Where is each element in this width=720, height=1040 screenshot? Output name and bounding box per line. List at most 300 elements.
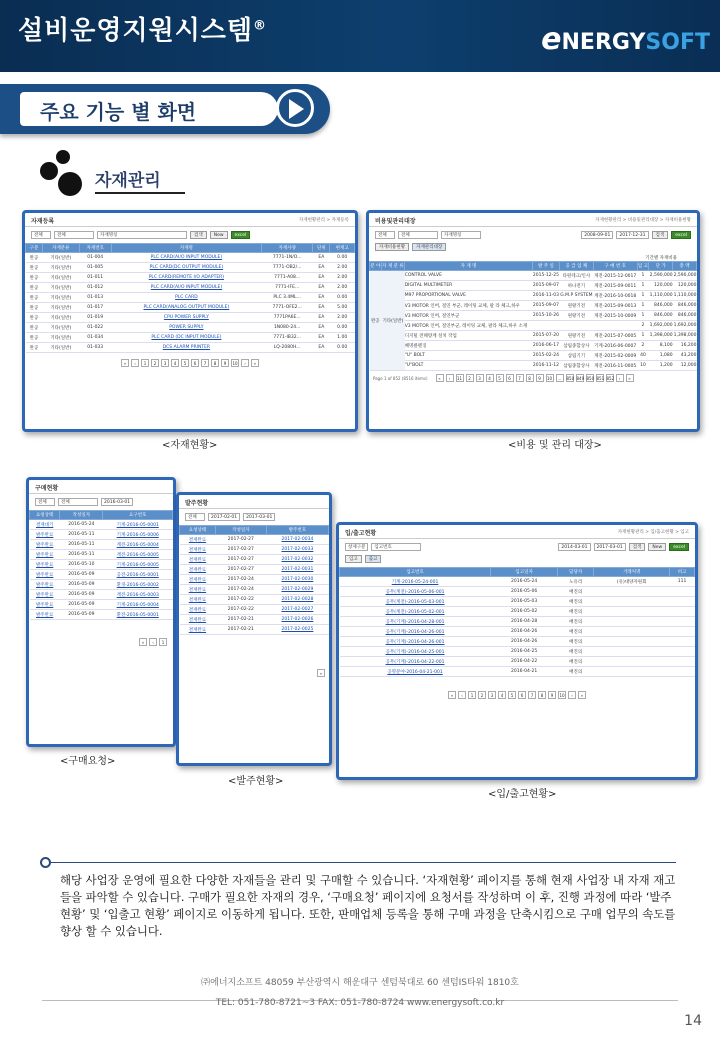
tab-out[interactable]: 출고: [365, 555, 382, 563]
table-cell: 2015-12-25: [532, 271, 559, 281]
table-cell: 기타(일반): [42, 253, 79, 263]
table-cell: 2016-06-17: [532, 341, 559, 351]
date-from-input[interactable]: 2016-03-01: [101, 498, 133, 506]
category-select[interactable]: 전체: [375, 231, 395, 239]
type-select[interactable]: 전체: [54, 231, 94, 239]
excel-button[interactable]: excel: [671, 231, 691, 239]
table-row[interactable]: [340, 597, 695, 607]
table-cell: 2017-02-22: [215, 605, 266, 615]
table-row[interactable]: [26, 343, 355, 353]
bullet-icon: [40, 857, 51, 868]
table-cell[interactable]: 기계-2016-05-0001: [103, 520, 173, 530]
table-cell[interactable]: 기계-2016-05-0006: [103, 530, 173, 540]
table-cell: 2015-09-07: [532, 301, 559, 311]
table-cell: 완공: [26, 313, 43, 323]
table-row[interactable]: [30, 590, 173, 600]
table-cell: 2016-04-25: [491, 647, 558, 657]
table-cell[interactable]: 기계-2016-05-0005: [103, 560, 173, 570]
table-cell[interactable]: 공무(계전)-2016-05-03-001: [340, 597, 491, 607]
page-button[interactable]: ‹: [131, 359, 139, 367]
field-select[interactable]: 자재명칭: [97, 231, 187, 239]
table-cell: 2016-05-11: [60, 540, 103, 550]
table-cell[interactable]: 발주완료: [30, 560, 60, 570]
table-cell[interactable]: 2017-02-0033: [266, 545, 328, 555]
table-cell: 기계-2016-06-0007: [593, 341, 637, 351]
page-button[interactable]: 851: [596, 376, 605, 381]
table-cell: 111: [670, 577, 695, 587]
page-button[interactable]: 1: [141, 359, 149, 367]
table-row[interactable]: [180, 595, 329, 605]
table-cell[interactable]: 2017-02-0034: [266, 535, 328, 545]
pagination: [29, 638, 173, 646]
table-cell[interactable]: 환전-2016-05-0001: [103, 610, 173, 620]
table-cell[interactable]: PLC CARD(AI/O INPUT MODULE): [111, 283, 261, 293]
table-row[interactable]: [180, 585, 329, 595]
table-cell: 2016-04-21: [491, 667, 558, 677]
table-cell: 1,200: [649, 361, 673, 371]
table-cell: [670, 617, 695, 627]
table-row[interactable]: [26, 273, 355, 283]
table-cell: 1,692,000: [673, 321, 697, 331]
page-button[interactable]: 2: [466, 374, 474, 382]
search-button[interactable]: 검색: [190, 231, 207, 239]
column-header: 작성일자: [215, 526, 266, 535]
table-cell: 2016-05-09: [60, 600, 103, 610]
table-cell[interactable]: 2017-02-0025: [266, 625, 328, 635]
table-cell[interactable]: 계전-2016-05-0005: [103, 550, 173, 560]
page-button[interactable]: ‹: [458, 691, 466, 699]
page-button[interactable]: «: [436, 374, 444, 382]
caption-cost: <비용 및 관리 대장>: [508, 440, 602, 451]
table-cell: 원왕기전: [560, 331, 594, 341]
table-row[interactable]: [370, 341, 697, 351]
table-cell: EA: [313, 323, 330, 333]
table-cell[interactable]: 발주완료: [30, 590, 60, 600]
table-cell[interactable]: DCS ALARM PRINTER: [111, 343, 261, 353]
table-cell: 배진의: [558, 607, 594, 617]
table-cell[interactable]: 결재완료: [180, 575, 216, 585]
table-row[interactable]: [26, 283, 355, 293]
table-cell: V3 MOTOR 인버, 절연부군: [405, 311, 533, 321]
table-row[interactable]: [26, 333, 355, 343]
pagination: [339, 691, 695, 699]
table-cell: 2016-05-02: [491, 607, 558, 617]
category-select[interactable]: 전체: [185, 513, 205, 521]
column-header: 자재분류: [42, 244, 79, 253]
search-button[interactable]: 검색: [652, 231, 669, 239]
table-cell[interactable]: 발주완료: [30, 600, 60, 610]
page-button[interactable]: 8: [211, 359, 219, 367]
column-header: 비고: [670, 568, 695, 577]
table-row[interactable]: [340, 607, 695, 617]
table-cell[interactable]: 결재완료: [180, 605, 216, 615]
table-row[interactable]: [30, 540, 173, 550]
table-cell: 배진의: [558, 617, 594, 627]
table-cell: 배진의: [558, 587, 594, 597]
page-button[interactable]: 3: [476, 374, 484, 382]
table-cell[interactable]: 2017-02-0028: [266, 595, 328, 605]
table-row[interactable]: [30, 600, 173, 610]
table-row[interactable]: [26, 313, 355, 323]
page-button[interactable]: 5: [508, 691, 516, 699]
page-button[interactable]: 849: [576, 376, 585, 381]
table-cell[interactable]: PLC CARD(DC OUTPUT MODULE): [111, 263, 261, 273]
page-button[interactable]: ‹: [446, 374, 454, 382]
table-cell: 01-033: [79, 343, 111, 353]
pagination: [179, 669, 329, 677]
table-cell: 디지털 전해량계 설치 작업: [405, 331, 533, 341]
table-cell: EA: [313, 303, 330, 313]
table-cell: 배진의: [558, 667, 594, 677]
table-row[interactable]: [370, 361, 697, 371]
table-cell[interactable]: 2017-02-0027: [266, 605, 328, 615]
table-cell[interactable]: 발주완료: [30, 570, 60, 580]
table-cell[interactable]: 공무(기계)-2016-04-26-001: [340, 627, 491, 637]
table-cell: 기타(일반): [42, 333, 79, 343]
new-button[interactable]: New: [210, 231, 228, 239]
table-cell: 2016-04-26: [491, 627, 558, 637]
type-select[interactable]: 전체: [58, 498, 98, 506]
page-button[interactable]: 4: [486, 374, 494, 382]
table-cell[interactable]: PLC CARD(AI/O INPUT MODULE): [111, 253, 261, 263]
table-cell: 2: [637, 321, 649, 331]
table-row[interactable]: [370, 351, 697, 361]
table-cell: 2016-11-12: [532, 361, 559, 371]
table-row[interactable]: [26, 293, 355, 303]
page-button[interactable]: 9: [536, 374, 544, 382]
table-cell: 2016-04-28: [491, 617, 558, 627]
column-header: 구분: [26, 244, 43, 253]
date-to-input[interactable]: 2017-12-31: [616, 231, 648, 239]
table-cell[interactable]: 환경-2016-05-0002: [103, 580, 173, 590]
table-row[interactable]: [26, 303, 355, 313]
table-cell: 0.00: [330, 293, 355, 303]
table-cell[interactable]: 공전-2016-05-0001: [103, 570, 173, 580]
page-button[interactable]: 852: [606, 376, 615, 381]
page-button[interactable]: 1: [159, 638, 167, 646]
table-cell: EA: [313, 273, 330, 283]
date-to-input[interactable]: 2017-03-01: [594, 543, 626, 551]
header-bar: [0, 0, 720, 72]
table-row[interactable]: [30, 550, 173, 560]
table-cell: 배진의: [558, 597, 594, 607]
table-row[interactable]: [30, 530, 173, 540]
table-row[interactable]: [340, 667, 695, 677]
table-cell: [594, 627, 670, 637]
table-cell: 10: [637, 361, 649, 371]
table-cell: 2017-02-22: [215, 595, 266, 605]
order-status-screenshot: [176, 492, 332, 766]
date-from-input[interactable]: 2014-03-01: [558, 543, 590, 551]
page-button[interactable]: 850: [566, 376, 575, 381]
table-row[interactable]: [370, 301, 697, 311]
page-button[interactable]: ›: [616, 374, 624, 382]
tab-cost[interactable]: 자재비용현황: [375, 243, 409, 251]
table-cell[interactable]: 결재완료: [180, 535, 216, 545]
table-cell[interactable]: PLC CARD(REMOTE I/O ADAPTER): [111, 273, 261, 283]
table-cell: 1,398,000: [649, 331, 673, 341]
table-row[interactable]: [180, 545, 329, 555]
table-cell: 01-022: [79, 323, 111, 333]
table-cell: [532, 321, 559, 331]
table-cell: 7771PA6E...: [261, 313, 312, 323]
pagination: [25, 359, 355, 367]
column-header: 총 액: [673, 262, 697, 271]
table-cell[interactable]: 2017-02-0032: [266, 555, 328, 565]
page-button[interactable]: 1: [468, 691, 476, 699]
table-cell[interactable]: 계전-2016-05-0003: [103, 590, 173, 600]
table-cell: 2016-05-11: [60, 550, 103, 560]
page-button[interactable]: «: [139, 638, 147, 646]
table-cell: 계전-2015-09-0011: [593, 281, 637, 291]
table-row[interactable]: [26, 263, 355, 273]
purchase-table: [29, 510, 173, 620]
table-cell: (유)대양자원회: [594, 577, 670, 587]
table-row[interactable]: [30, 570, 173, 580]
page-button[interactable]: 3: [161, 359, 169, 367]
search-button[interactable]: 검색: [629, 543, 646, 551]
table-cell[interactable]: 결재대기: [30, 520, 60, 530]
table-row[interactable]: [30, 560, 173, 570]
page-button[interactable]: 9: [548, 691, 556, 699]
table-cell[interactable]: 공무(계전)-2016-05-02-001: [340, 607, 491, 617]
page-button[interactable]: ›: [241, 359, 249, 367]
table-cell[interactable]: 공명분야-2016-04-21-001: [340, 667, 491, 677]
table-cell[interactable]: 발주완료: [30, 580, 60, 590]
page-button[interactable]: 850: [586, 376, 595, 381]
table-cell: [670, 647, 695, 657]
table-cell: [594, 637, 670, 647]
table-cell[interactable]: 결재완료: [180, 565, 216, 575]
table-row[interactable]: [30, 520, 173, 530]
table-cell: CONTROL VALVE: [405, 271, 533, 281]
page-button[interactable]: »: [626, 374, 634, 382]
table-cell: 기타(일반): [381, 271, 405, 371]
category-select[interactable]: 전체: [35, 498, 55, 506]
table-cell[interactable]: PLC CARD: [111, 293, 261, 303]
page-button[interactable]: »: [251, 359, 259, 367]
table-cell[interactable]: 기계-2016-05-0004: [103, 600, 173, 610]
table-row[interactable]: [26, 253, 355, 263]
column-header: 요구번호: [103, 511, 173, 520]
table-cell: 01-017: [79, 303, 111, 313]
panel-title: 발주현황: [185, 500, 209, 507]
table-cell: EA: [313, 333, 330, 343]
table-cell: 01-013: [79, 293, 111, 303]
page-button[interactable]: ‹: [149, 638, 157, 646]
table-row[interactable]: [370, 321, 697, 331]
table-row[interactable]: [370, 271, 697, 281]
table-row[interactable]: [180, 535, 329, 545]
table-cell[interactable]: CPU POWER SUPPLY: [111, 313, 261, 323]
page-button[interactable]: «: [121, 359, 129, 367]
table-cell: 기타(일반): [42, 293, 79, 303]
table-cell[interactable]: 공무(기계)-2016-04-22-001: [340, 657, 491, 667]
table-row[interactable]: [340, 587, 695, 597]
material-table: [25, 243, 355, 353]
column-header: 분 야: [370, 262, 382, 271]
panel-title: 구매현황: [35, 485, 59, 492]
table-row[interactable]: [180, 615, 329, 625]
page-button[interactable]: 4: [498, 691, 506, 699]
table-cell: 기타(일반): [42, 263, 79, 273]
table-cell[interactable]: POWER SUPPLY: [111, 323, 261, 333]
table-cell[interactable]: 공무(계전)-2016-05-06-001: [340, 587, 491, 597]
page-button[interactable]: »: [578, 691, 586, 699]
column-header: 입고일자: [491, 568, 558, 577]
table-cell: 기타(일반): [42, 303, 79, 313]
column-header: 구 매 번 호: [593, 262, 637, 271]
table-row[interactable]: [30, 580, 173, 590]
table-row[interactable]: [340, 577, 695, 587]
table-row[interactable]: [340, 627, 695, 637]
table-cell[interactable]: 결재완료: [180, 555, 216, 565]
table-row[interactable]: [180, 625, 329, 635]
date-from-input[interactable]: 2017-02-01: [208, 513, 240, 521]
table-cell[interactable]: 발주완료: [30, 540, 60, 550]
table-cell[interactable]: 기계-2016-05-24-001: [340, 577, 491, 587]
table-row[interactable]: [180, 575, 329, 585]
table-cell[interactable]: 공무(기계)-2016-04-28-001: [340, 617, 491, 627]
table-cell: 0.00: [330, 323, 355, 333]
inout-status-screenshot: [336, 522, 698, 780]
page-button[interactable]: 2: [151, 359, 159, 367]
table-cell: 기타(일반): [42, 323, 79, 333]
table-cell: 완공: [26, 253, 43, 263]
page-button[interactable]: 7: [516, 374, 524, 382]
page-button[interactable]: 6: [191, 359, 199, 367]
table-row[interactable]: [370, 331, 697, 341]
page-button[interactable]: «: [448, 691, 456, 699]
table-row[interactable]: [180, 565, 329, 575]
table-cell[interactable]: PLC CARD(ANALOG OUTPUT MODULE): [111, 303, 261, 313]
table-cell[interactable]: 2017-02-0026: [266, 615, 328, 625]
page-button[interactable]: ›: [568, 691, 576, 699]
table-row[interactable]: [340, 617, 695, 627]
table-cell: M97 PROPORTIONAL VALVE: [405, 291, 533, 301]
divider: [95, 192, 185, 194]
table-cell: 1: [637, 271, 649, 281]
page-button[interactable]: «: [317, 669, 325, 677]
table-cell[interactable]: 2017-02-0030: [266, 575, 328, 585]
material-list-screenshot: [22, 210, 358, 432]
tab-ledger[interactable]: 자재관리대장: [412, 243, 446, 251]
table-cell: 하나전기: [560, 281, 594, 291]
page-button[interactable]: 10: [546, 376, 553, 381]
table-cell: EA: [313, 293, 330, 303]
panel-title: 입/출고현황: [345, 530, 377, 537]
table-cell[interactable]: 발주완료: [30, 610, 60, 620]
table-cell: 01-011: [79, 273, 111, 283]
category-select[interactable]: 전체: [31, 231, 51, 239]
table-cell: 노유리: [558, 577, 594, 587]
table-cell[interactable]: 결재완료: [180, 595, 216, 605]
table-cell: 계전-2016-10-0018: [593, 291, 637, 301]
table-cell: 2017-02-21: [215, 615, 266, 625]
page-button[interactable]: ...: [556, 374, 564, 382]
table-cell: 2.00: [330, 283, 355, 293]
table-cell: 혜명클렌징: [405, 341, 533, 351]
page-button[interactable]: 7: [201, 359, 209, 367]
table-cell[interactable]: 공무(기계)-2016-04-25-001: [340, 647, 491, 657]
table-cell: [594, 647, 670, 657]
page-button[interactable]: 5: [181, 359, 189, 367]
page-button[interactable]: 8: [538, 691, 546, 699]
page-button[interactable]: 6: [506, 374, 514, 382]
table-row[interactable]: [370, 281, 697, 291]
table-cell[interactable]: 결재완료: [180, 585, 216, 595]
table-cell: 2016-04-22: [491, 657, 558, 667]
table-cell[interactable]: 결재완료: [180, 625, 216, 635]
document-title: 설비운영지원시스템®: [18, 16, 268, 46]
page-button[interactable]: 2: [478, 691, 486, 699]
page-button[interactable]: 9: [221, 359, 229, 367]
table-cell: 1N080-24...: [261, 323, 312, 333]
page-button[interactable]: 3: [488, 691, 496, 699]
table-row[interactable]: [340, 647, 695, 657]
page-button[interactable]: 10: [559, 693, 565, 698]
gear-icon: [58, 172, 82, 196]
field-select[interactable]: 자재명칭: [441, 231, 481, 239]
caption-material: <자재현황>: [162, 440, 218, 451]
table-cell[interactable]: PLC CARD (DC INPUT MODULE): [111, 333, 261, 343]
excel-button[interactable]: excel: [669, 543, 689, 551]
table-cell[interactable]: 발주완료: [30, 530, 60, 540]
table-cell: 기타(일반): [42, 313, 79, 323]
new-button[interactable]: New: [648, 543, 666, 551]
type-select[interactable]: 전체: [398, 231, 438, 239]
page-button[interactable]: 5: [496, 374, 504, 382]
table-row[interactable]: [340, 657, 695, 667]
table-row[interactable]: [26, 323, 355, 333]
table-cell: 01-004: [79, 253, 111, 263]
page-button[interactable]: 7: [528, 691, 536, 699]
play-icon: [276, 89, 314, 127]
date-from-input[interactable]: 2008-09-01: [581, 231, 613, 239]
table-cell[interactable]: 2017-02-0029: [266, 585, 328, 595]
breadcrumb: 자재현황관리 > 입/출고현황 > 입고: [617, 530, 689, 535]
category-select[interactable]: 창제구분: [345, 543, 368, 551]
page-button[interactable]: 8: [526, 374, 534, 382]
breadcrumb: 자재현황관리 > 비용및관리대장 > 자재비용현황: [595, 218, 691, 223]
table-cell: 삼림기기: [560, 351, 594, 361]
table-cell[interactable]: 발주완료: [30, 550, 60, 560]
table-cell: 0.00: [330, 343, 355, 353]
page-button[interactable]: 10: [232, 361, 238, 366]
page-button[interactable]: 6: [518, 691, 526, 699]
excel-button[interactable]: excel: [231, 231, 251, 239]
table-row[interactable]: [370, 291, 697, 301]
tab-in[interactable]: 입고: [345, 555, 362, 563]
breadcrumb: 자재현황관리 > 자재등록: [298, 218, 349, 223]
table-row[interactable]: [370, 311, 697, 321]
date-to-input[interactable]: 2017-03-01: [243, 513, 275, 521]
table-cell: [594, 607, 670, 617]
table-cell[interactable]: 결재완료: [180, 545, 216, 555]
field-select[interactable]: 입고번호: [371, 543, 421, 551]
table-row[interactable]: [340, 637, 695, 647]
table-row[interactable]: [180, 555, 329, 565]
page-button[interactable]: 4: [171, 359, 179, 367]
page-button[interactable]: 11: [456, 376, 463, 381]
table-cell: 2015-02-24: [532, 351, 559, 361]
table-cell[interactable]: 2017-02-0031: [266, 565, 328, 575]
table-cell[interactable]: 공무(기계)-2016-04-26-001: [340, 637, 491, 647]
table-cell[interactable]: 결재완료: [180, 615, 216, 625]
table-cell[interactable]: 계전-2016-05-0004: [103, 540, 173, 550]
table-row[interactable]: [180, 605, 329, 615]
table-row[interactable]: [30, 610, 173, 620]
